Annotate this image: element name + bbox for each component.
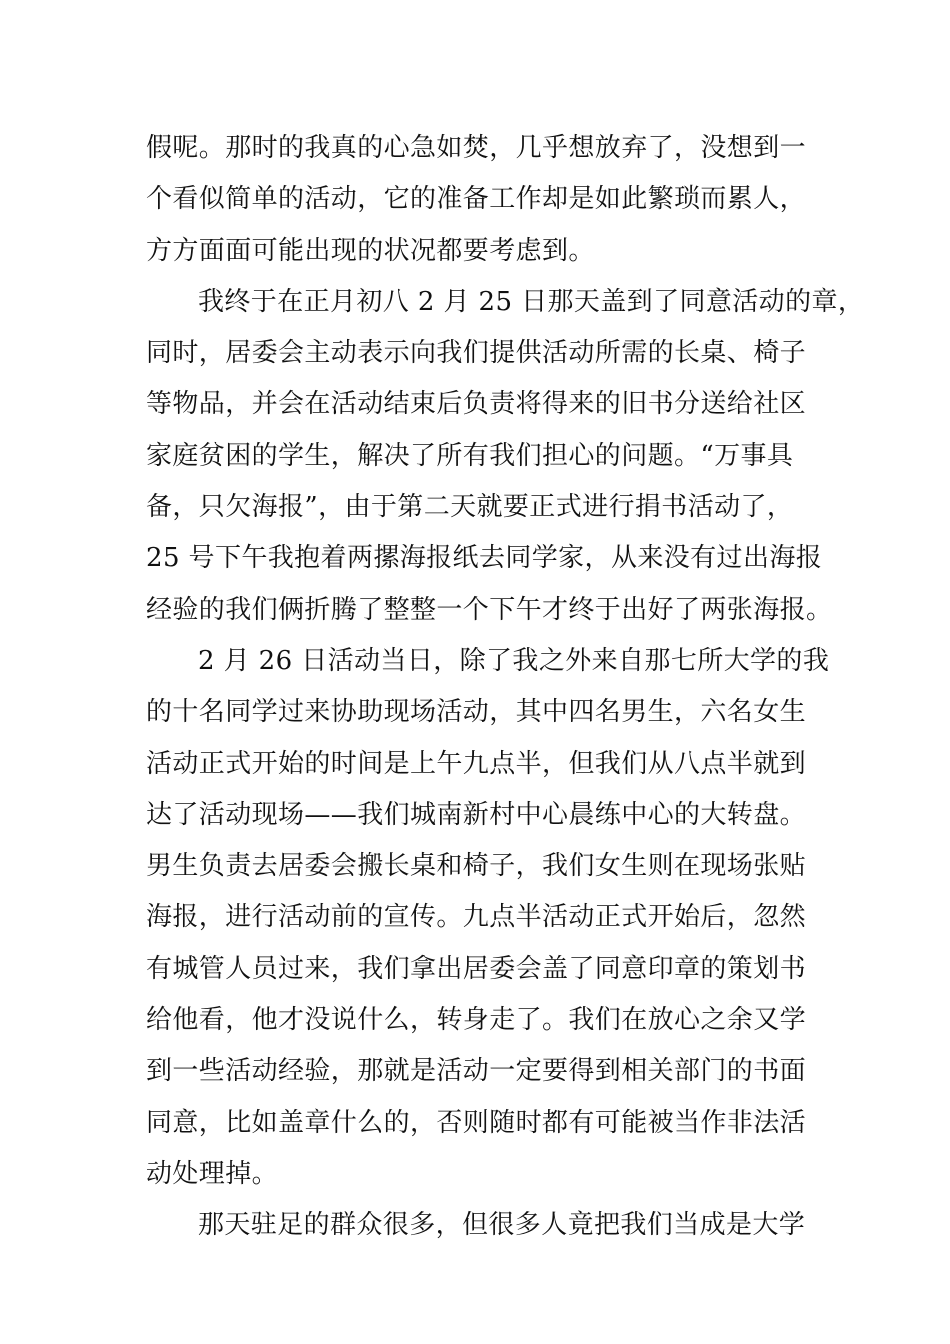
text-line: 海报，进行活动前的宣传。九点半活动正式开始后，忽然 (146, 902, 807, 933)
text-line: 家庭贫困的学生，解决了所有我们担心的问题。“万事具 (146, 440, 794, 471)
text-line: 给他看，他才没说什么，转身走了。我们在放心之余又学 (146, 1005, 807, 1036)
text-line: 同时，居委会主动表示向我们提供活动所需的长桌、椅子 (146, 338, 807, 369)
text-line: 个看似简单的活动，它的准备工作却是如此繁琐而累人， (146, 184, 807, 215)
text-line: 假呢。那时的我真的心急如焚，几乎想放弃了，没想到一 (146, 133, 807, 163)
text-line: 25 号下午我抱着两摞海报纸去同学家，从来没有过出海报 (146, 543, 823, 574)
text-line: 到一些活动经验，那就是活动一定要得到相关部门的书面 (146, 1056, 807, 1087)
text-line: 经验的我们俩折腾了整整一个下午才终于出好了两张海报。 (146, 594, 833, 625)
text-line: 有城管人员过来，我们拿出居委会盖了同意印章的策划书 (146, 953, 807, 984)
paragraph-first-line: 2 月 26 日活动当日，除了我之外来自那七所大学的我 (198, 645, 830, 676)
paragraph-first-line: 那天驻足的群众很多，但很多人竟把我们当成是大学 (198, 1210, 806, 1241)
body-text (146, 123, 865, 1252)
text-line: 活动正式开始的时间是上午九点半，但我们从八点半就到 (146, 748, 807, 779)
text-line: 方方面面可能出现的状况都要考虑到。 (146, 235, 595, 266)
text-line: 达了活动现场——我们城南新村中心晨练中心的大转盘。 (146, 799, 807, 830)
text-line: 的十名同学过来协助现场活动，其中四名男生，六名女生 (146, 697, 807, 728)
text-line: 等物品，并会在活动结束后负责将得来的旧书分送给社区 (146, 389, 807, 420)
text-line: 男生负责去居委会搬长桌和椅子，我们女生则在现场张贴 (146, 851, 807, 882)
text-line: 同意，比如盖章什么的，否则随时都有可能被当作非法活 (146, 1107, 807, 1138)
text-line: 备，只欠海报”，由于第二天就要正式进行捐书活动了， (146, 492, 794, 523)
paragraph-first-line: 我终于在正月初八 2 月 25 日那天盖到了同意活动的章， (198, 286, 865, 317)
text-line: 动处理掉。 (146, 1158, 279, 1189)
